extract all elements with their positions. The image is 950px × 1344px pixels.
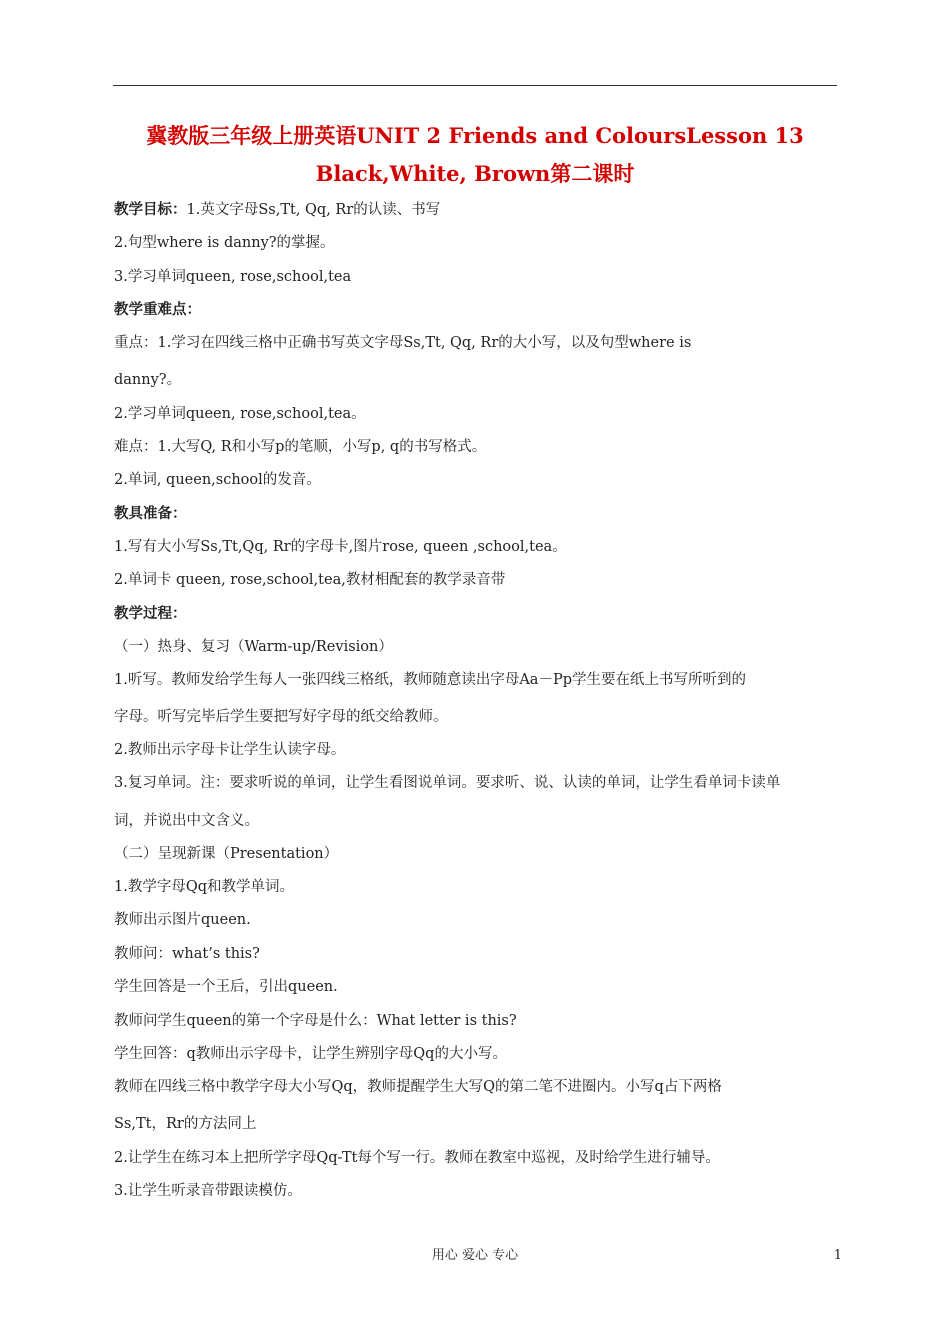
line-text: danny?。 xyxy=(114,372,182,388)
document-line xyxy=(114,1077,838,1097)
document-line xyxy=(114,200,838,220)
line-text: 重点：1.学习在四线三格中正确书写英文字母Ss,Tt, Qq, Rr的大小写，以及句型where is xyxy=(114,335,692,351)
line-text: 1.写有大小写Ss,Tt,Qq, Rr的字母卡,图片rose, queen ,school,tea。 xyxy=(114,539,567,555)
document-line xyxy=(114,1148,838,1168)
line-text: 3.让学生听录音带跟读模仿。 xyxy=(114,1183,302,1199)
document-line xyxy=(114,707,838,727)
line-text: 2.句型where is danny?的掌握。 xyxy=(114,235,335,251)
line-text: 教师问：what’s this? xyxy=(114,946,260,962)
section-heading: 教具准备： xyxy=(114,505,187,522)
line-text: （二）呈现新课（Presentation） xyxy=(114,846,339,862)
line-text: 教师出示图片queen. xyxy=(114,912,251,928)
line-text: 2.让学生在练习本上把所学字母Qq-Tt每个写一行。教师在教室中巡视，及时给学生进行辅导。 xyxy=(114,1150,720,1166)
document-title-line-2: Black,White, Brown第二课时 xyxy=(315,161,635,186)
section-heading: 教学过程： xyxy=(114,605,187,622)
header-rule xyxy=(113,85,837,86)
document-line xyxy=(114,637,838,657)
line-text: 词，并说出中文含义。 xyxy=(114,813,259,829)
document-line xyxy=(114,944,838,964)
line-text: 学生回答：q教师出示字母卡，让学生辨别字母Qq的大小写。 xyxy=(114,1046,507,1062)
line-text: 2.单词, queen,school的发音。 xyxy=(114,472,321,488)
document-line xyxy=(114,1044,838,1064)
document-line xyxy=(114,333,838,353)
section-heading: 教学重难点： xyxy=(114,301,201,318)
line-text: Ss,Tt，Rr的方法同上 xyxy=(114,1116,257,1132)
document-title-line-1: 冀教版三年级上册英语UNIT 2 Friends and ColoursLesson 13 xyxy=(146,123,804,148)
footer-slogan: 用心 爱心 专心 xyxy=(431,1248,519,1263)
document-line xyxy=(114,1181,838,1201)
document-line xyxy=(114,537,838,557)
line-text: 1.听写。教师发给学生每人一张四线三格纸，教师随意读出字母Aa－Pp学生要在纸上书写所听到的 xyxy=(114,672,746,688)
document-line xyxy=(114,811,838,831)
document-line xyxy=(114,300,838,320)
line-text: 1.英文字母Ss,Tt, Qq, Rr的认读、书写 xyxy=(186,202,441,218)
line-text: 3.学习单词queen, rose,school,tea xyxy=(114,269,352,285)
document-line xyxy=(114,1114,838,1134)
document-line xyxy=(114,437,838,457)
line-text: 2.教师出示字母卡让学生认读字母。 xyxy=(114,742,346,758)
document-line xyxy=(114,670,838,690)
document-line xyxy=(114,844,838,864)
line-text: 1.教学字母Qq和教学单词。 xyxy=(114,879,295,895)
document-line xyxy=(114,604,838,624)
document-line xyxy=(114,233,838,253)
document-line xyxy=(114,370,838,390)
document-line xyxy=(114,1011,838,1031)
document-line xyxy=(114,470,838,490)
document-line xyxy=(114,910,838,930)
document-line xyxy=(114,740,838,760)
line-text: 3.复习单词。注：要求听说的单词，让学生看图说单词。要求听、说、认读的单词，让学生看单词卡读单 xyxy=(114,775,781,791)
document-line xyxy=(114,977,838,997)
document-line xyxy=(114,267,838,287)
line-text: 难点：1.大写Q, R和小写p的笔顺，小写p, q的书写格式。 xyxy=(114,439,487,455)
document-line xyxy=(114,570,838,590)
document-line xyxy=(114,877,838,897)
section-heading: 教学目标： xyxy=(114,201,187,218)
line-text: 教师在四线三格中教学字母大小写Qq，教师提醒学生大写Q的第二笔不进圈内。小写q占下两格 xyxy=(114,1079,722,1095)
page-number: 1 xyxy=(833,1248,842,1263)
document-line xyxy=(114,504,838,524)
document-line xyxy=(114,404,838,424)
line-text: 学生回答是一个王后，引出queen. xyxy=(114,979,338,995)
line-text: 字母。听写完毕后学生要把写好字母的纸交给教师。 xyxy=(114,709,448,725)
document-line xyxy=(114,773,838,793)
line-text: 2.单词卡 queen, rose,school,tea,教材相配套的教学录音带 xyxy=(114,572,506,588)
line-text: 2.学习单词queen, rose,school,tea。 xyxy=(114,406,366,422)
line-text: 教师问学生queen的第一个字母是什么：What letter is this? xyxy=(114,1013,517,1029)
line-text: （一）热身、复习（Warm-up/Revision） xyxy=(114,639,393,655)
